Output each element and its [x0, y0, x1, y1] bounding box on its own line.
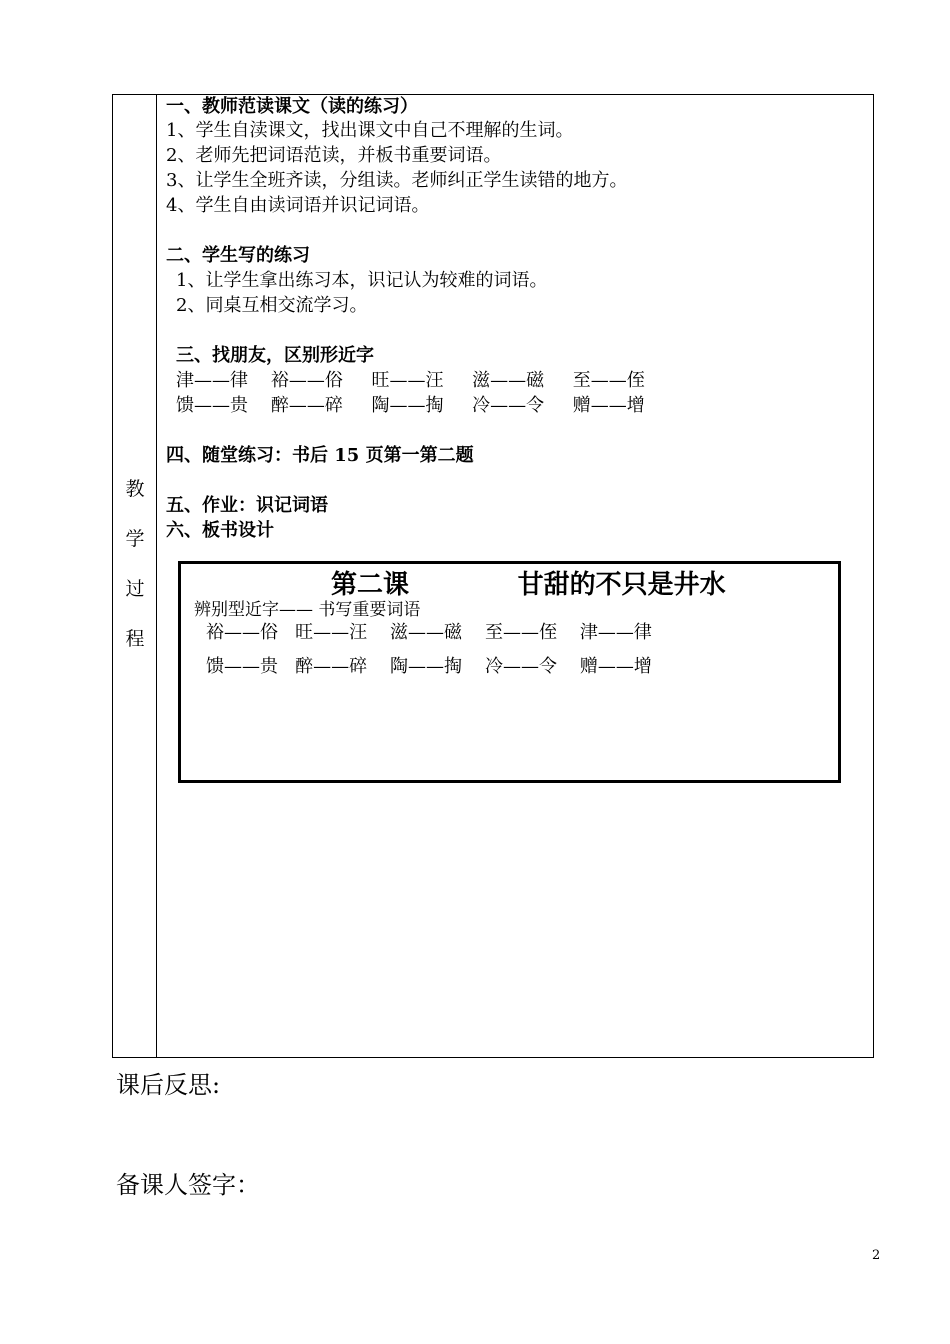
- word-pairs-row: 津——律 裕——俗 旺——汪 滋——磁 至——侄: [176, 370, 645, 391]
- step-line: 1、学生自渎课文，找出课文中自己不理解的生词。: [166, 120, 574, 141]
- section-heading-5: 五、作业：识记词语: [166, 495, 328, 516]
- reflection-label: 课后反思:: [116, 1071, 221, 1099]
- word-pairs-row: 馈——贵 醉——碎 陶——掏 冷——令 赠——增: [176, 395, 645, 416]
- side-label-char: 学: [125, 528, 145, 550]
- step-line: 3、让学生全班齐读，分组读。老师纠正学生读错的地方。: [166, 170, 628, 191]
- board-title: 第二课 甘甜的不只是井水: [331, 570, 726, 600]
- section-heading-1: 一、教师范读课文（读的练习）: [166, 96, 418, 117]
- signature-label: 备课人签字：: [116, 1171, 260, 1199]
- side-column: [113, 95, 157, 1057]
- section-heading-2: 二、学生写的练习: [166, 245, 310, 266]
- section-heading-3: 三、找朋友，区别形近字: [176, 345, 374, 366]
- side-label-char: 教: [125, 478, 145, 500]
- step-line: 4、学生自由读词语并识记词语。: [166, 195, 430, 216]
- step-line: 2、同桌互相交流学习。: [176, 295, 368, 316]
- board-subtitle: 辨别型近字—— 书写重要词语: [194, 600, 421, 620]
- section-heading-4: 四、随堂练习：书后 15 页第一第二题: [166, 445, 474, 466]
- blackboard-design-box: [178, 561, 841, 783]
- page-number: 2: [872, 1248, 881, 1263]
- side-label-char: 过: [125, 578, 145, 600]
- step-line: 1、让学生拿出练习本，识记认为较难的词语。: [176, 270, 548, 291]
- side-label-char: 程: [125, 628, 145, 650]
- step-line: 2、老师先把词语范读，并板书重要词语。: [166, 145, 502, 166]
- board-row: 裕——俗 旺——汪 滋——磁 至——侄 津——律: [206, 622, 652, 643]
- section-heading-6: 六、板书设计: [166, 520, 274, 541]
- board-row: 馈——贵 醉——碎 陶——掏 冷——令 赠——增: [206, 656, 652, 677]
